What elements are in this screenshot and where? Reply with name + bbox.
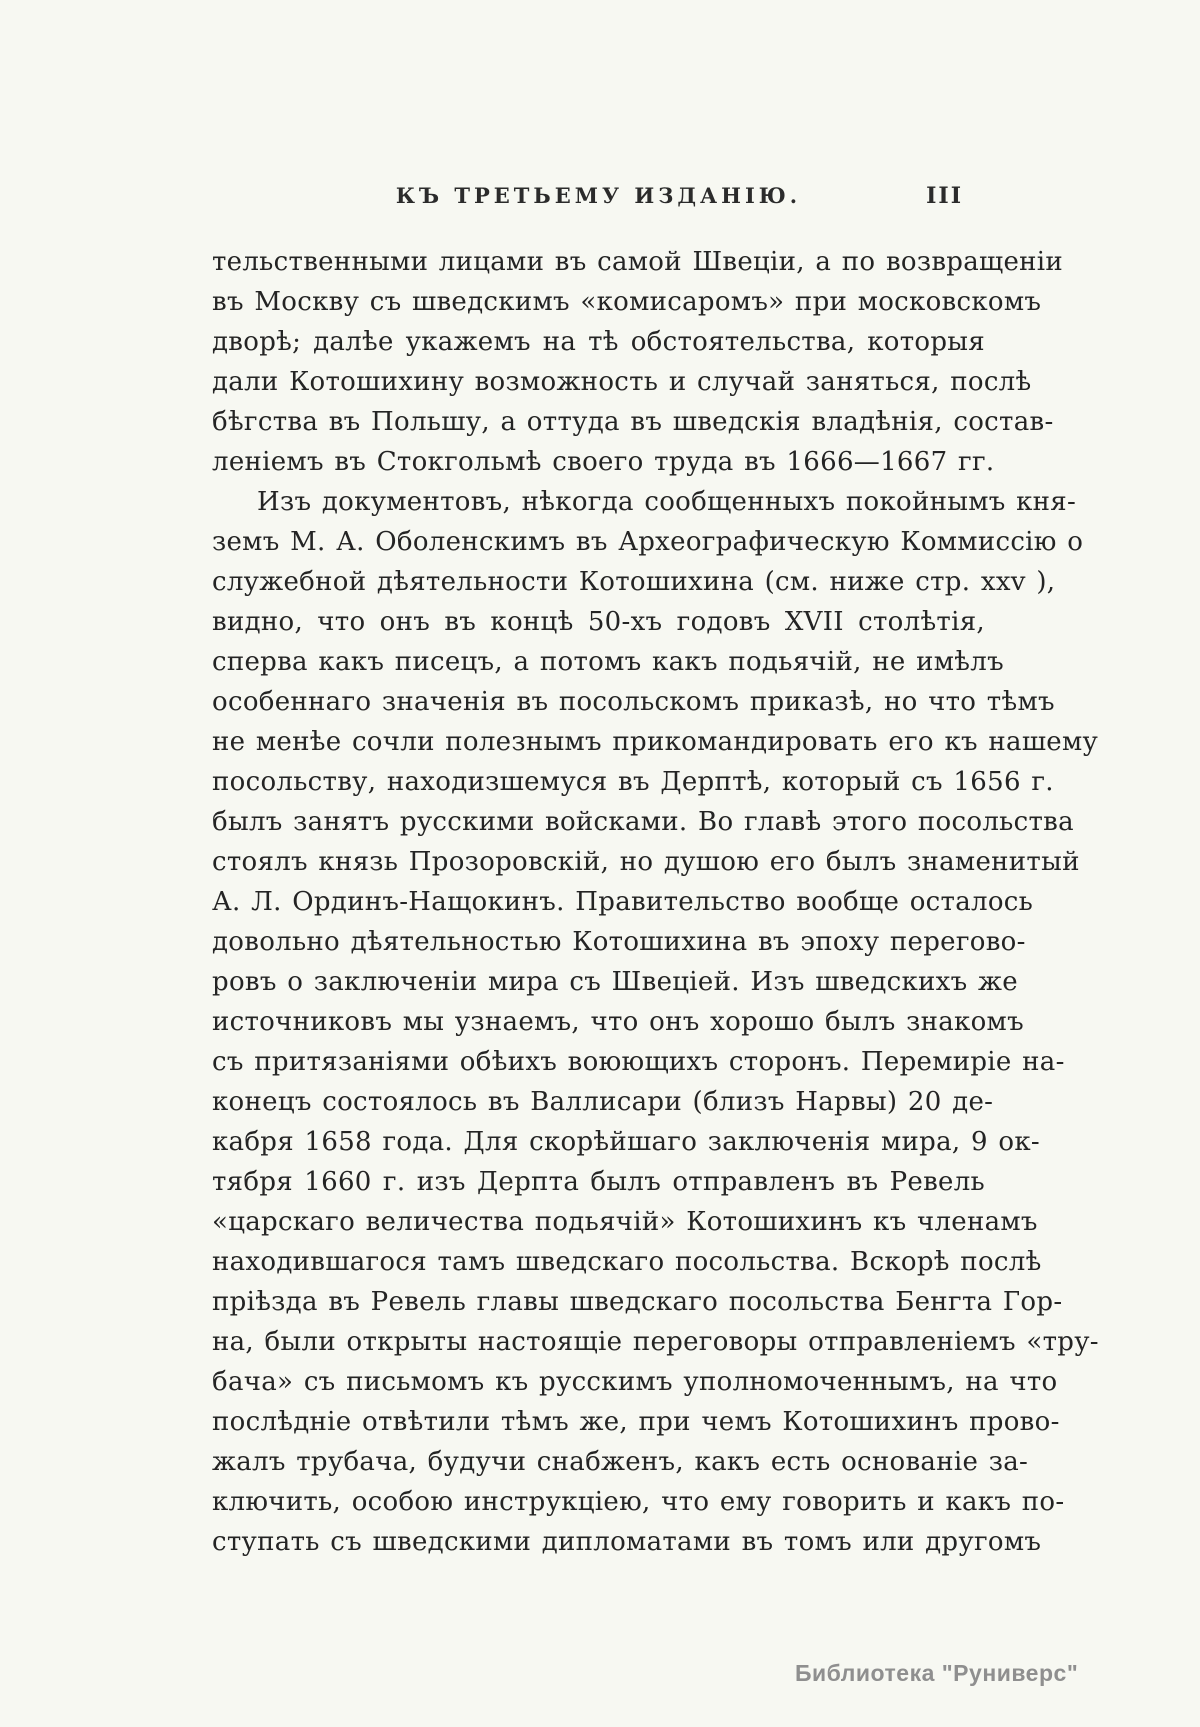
text-line: на, были открыты настоящіе переговоры отправленіемъ «тру- <box>212 1327 1099 1357</box>
page-title: КЪ ТРЕТЬЕМУ ИЗДАНІЮ. <box>395 183 802 208</box>
text-line: особеннаго значенія въ посольскомъ приказѣ, но что тѣмъ <box>212 687 1055 717</box>
paragraph <box>212 482 1099 1562</box>
paragraph <box>212 242 1064 482</box>
text-line: источниковъ мы узнаемъ, что онъ хорошо былъ знакомъ <box>212 1007 1024 1037</box>
text-line: ровъ о заключеніи мира съ Швеціей. Изъ шведскихъ же <box>212 967 1018 997</box>
text-line: не менѣе сочли полезнымъ прикомандировать его къ нашему <box>212 727 1099 757</box>
text-line: послѣдніе отвѣтили тѣмъ же, при чемъ Котошихинъ прово- <box>212 1407 1060 1437</box>
text-line: дали Котошихину возможность и случай заняться, послѣ <box>212 367 1032 397</box>
text-line: сперва какъ писецъ, а потомъ какъ подьячій, не имѣлъ <box>212 647 1004 677</box>
text-line: земъ М. А. Оболенскимъ въ Археографическую Коммиссію о <box>212 527 1084 557</box>
running-header <box>212 183 985 213</box>
page-number: III <box>926 183 963 209</box>
text-line: стоялъ князь Прозоровскій, но душою его былъ знаменитый <box>212 847 1080 877</box>
text-line: служебной дѣятельности Котошихина (см. ниже стр. xxv ), <box>212 567 1056 597</box>
text-line: Изъ документовъ, нѣкогда сообщенныхъ покойнымъ кня- <box>257 487 1077 517</box>
text-line: «царскаго величества подьячій» Котошихинъ къ членамъ <box>212 1207 1038 1237</box>
text-line: находившагося тамъ шведскаго посольства. Вскорѣ послѣ <box>212 1247 1042 1277</box>
text-line: бѣгства въ Польшу, а оттуда въ шведскія владѣнія, состав- <box>212 407 1054 437</box>
text-line: жалъ трубача, будучи снабженъ, какъ есть основаніе за- <box>212 1447 1029 1477</box>
text-line: кабря 1658 года. Для скорѣйшаго заключенія мира, 9 ок- <box>212 1127 1041 1157</box>
text-line: довольно дѣятельностью Котошихина въ эпоху перегово- <box>212 927 1026 957</box>
text-line: леніемъ въ Стокгольмѣ своего труда въ 1666—1667 гг. <box>212 447 995 477</box>
text-line: дворѣ; далѣе укажемъ на тѣ обстоятельства, которыя <box>212 327 985 357</box>
text-line: конецъ состоялось въ Валлисари (близъ Нарвы) 20 де- <box>212 1087 994 1117</box>
text-column <box>212 242 1099 1562</box>
text-line: бача» съ письмомъ къ русскимъ уполномоченнымъ, на что <box>212 1367 1058 1397</box>
text-line: въ Москву съ шведскимъ «комисаромъ» при московскомъ <box>212 287 1042 317</box>
text-line: видно, что онъ въ концѣ 50-хъ годовъ XVII столѣтія, <box>212 607 985 637</box>
text-line: пріѣзда въ Ревель главы шведскаго посольства Бенгта Гор- <box>212 1287 1063 1317</box>
text-line: А. Л. Ординъ-Нащокинъ. Правительство вообще осталось <box>212 887 1034 917</box>
text-line: съ притязаніями обѣихъ воюющихъ сторонъ. Перемиріе на- <box>212 1047 1065 1077</box>
text-line: былъ занятъ русскими войсками. Во главѣ этого посольства <box>212 807 1074 837</box>
text-line: посольству, находизшемуся въ Дерптѣ, который съ 1656 г. <box>212 767 1054 797</box>
text-line: ступать съ шведскими дипломатами въ томъ или другомъ <box>212 1527 1042 1557</box>
text-line: тельственными лицами въ самой Швеціи, а по возвращеніи <box>212 247 1064 277</box>
text-line: тября 1660 г. изъ Дерпта былъ отправленъ въ Ревель <box>212 1167 985 1197</box>
text-line: ключить, особою инструкціею, что ему говорить и какъ по- <box>212 1487 1065 1517</box>
library-watermark: Библиотека "Руниверс" <box>795 1660 1079 1686</box>
